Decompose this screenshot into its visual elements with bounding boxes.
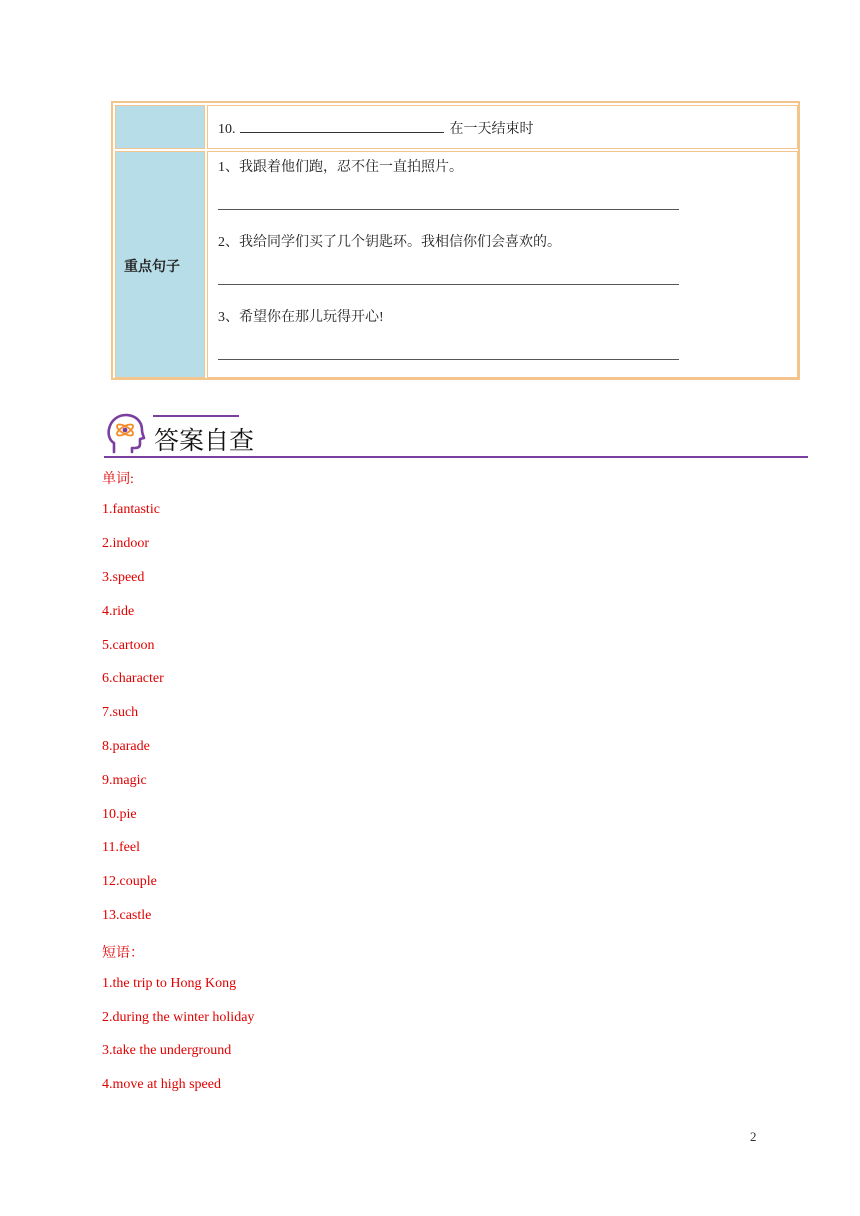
key-sentences-label-cell: [115, 151, 205, 378]
answer-word: 12.couple: [102, 874, 157, 889]
answer-word: 13.castle: [102, 908, 152, 923]
answer-phrase: 2.during the winter holiday: [102, 1010, 255, 1025]
phrases-heading: 短语：: [102, 946, 144, 961]
answer-word: 9.magic: [102, 773, 147, 788]
answer-word: 1.fantastic: [102, 502, 160, 517]
vocabulary-table: [111, 101, 800, 380]
sentence-2: 2、我给同学们买了几个钥匙环。我相信你们会喜欢的。: [218, 235, 561, 250]
sentence-3: 3、希望你在那儿玩得开心!: [218, 310, 384, 325]
label-cell-empty: [115, 105, 205, 149]
row-meaning: 在一天结束时: [449, 122, 534, 137]
answer-word: 3.speed: [102, 570, 145, 585]
answer-word: 11.feel: [102, 840, 140, 855]
answer-word: 6.character: [102, 671, 164, 686]
phrase-row-10: [207, 105, 798, 149]
key-sentences-label: 重点句子: [124, 259, 180, 275]
answer-phrase: 4.move at high speed: [102, 1077, 221, 1092]
row-number: 10.: [218, 122, 236, 137]
answer-word: 7.such: [102, 705, 139, 720]
head-atom-icon: [106, 412, 146, 456]
answer-line-3[interactable]: [218, 359, 679, 360]
header-divider: [104, 456, 808, 458]
words-heading: 单词:: [102, 472, 134, 487]
answer-line-2[interactable]: [218, 284, 679, 285]
answer-word: 2.indoor: [102, 536, 150, 551]
page-number: 2: [750, 1129, 757, 1144]
answer-blank[interactable]: [240, 120, 444, 133]
key-sentences-cell: [207, 151, 798, 378]
section-title: 答案自查: [154, 426, 255, 455]
answer-word: 5.cartoon: [102, 638, 155, 653]
header-accent-line: [153, 415, 239, 417]
answer-line-1[interactable]: [218, 209, 679, 210]
answer-word: 10.pie: [102, 807, 137, 822]
answer-word: 8.parade: [102, 739, 150, 754]
sentence-1: 1、我跟着他们跑，忍不住一直拍照片。: [218, 160, 463, 175]
answer-phrase: 3.take the underground: [102, 1043, 232, 1058]
answer-phrase: 1.the trip to Hong Kong: [102, 976, 237, 991]
answer-word: 4.ride: [102, 604, 135, 619]
